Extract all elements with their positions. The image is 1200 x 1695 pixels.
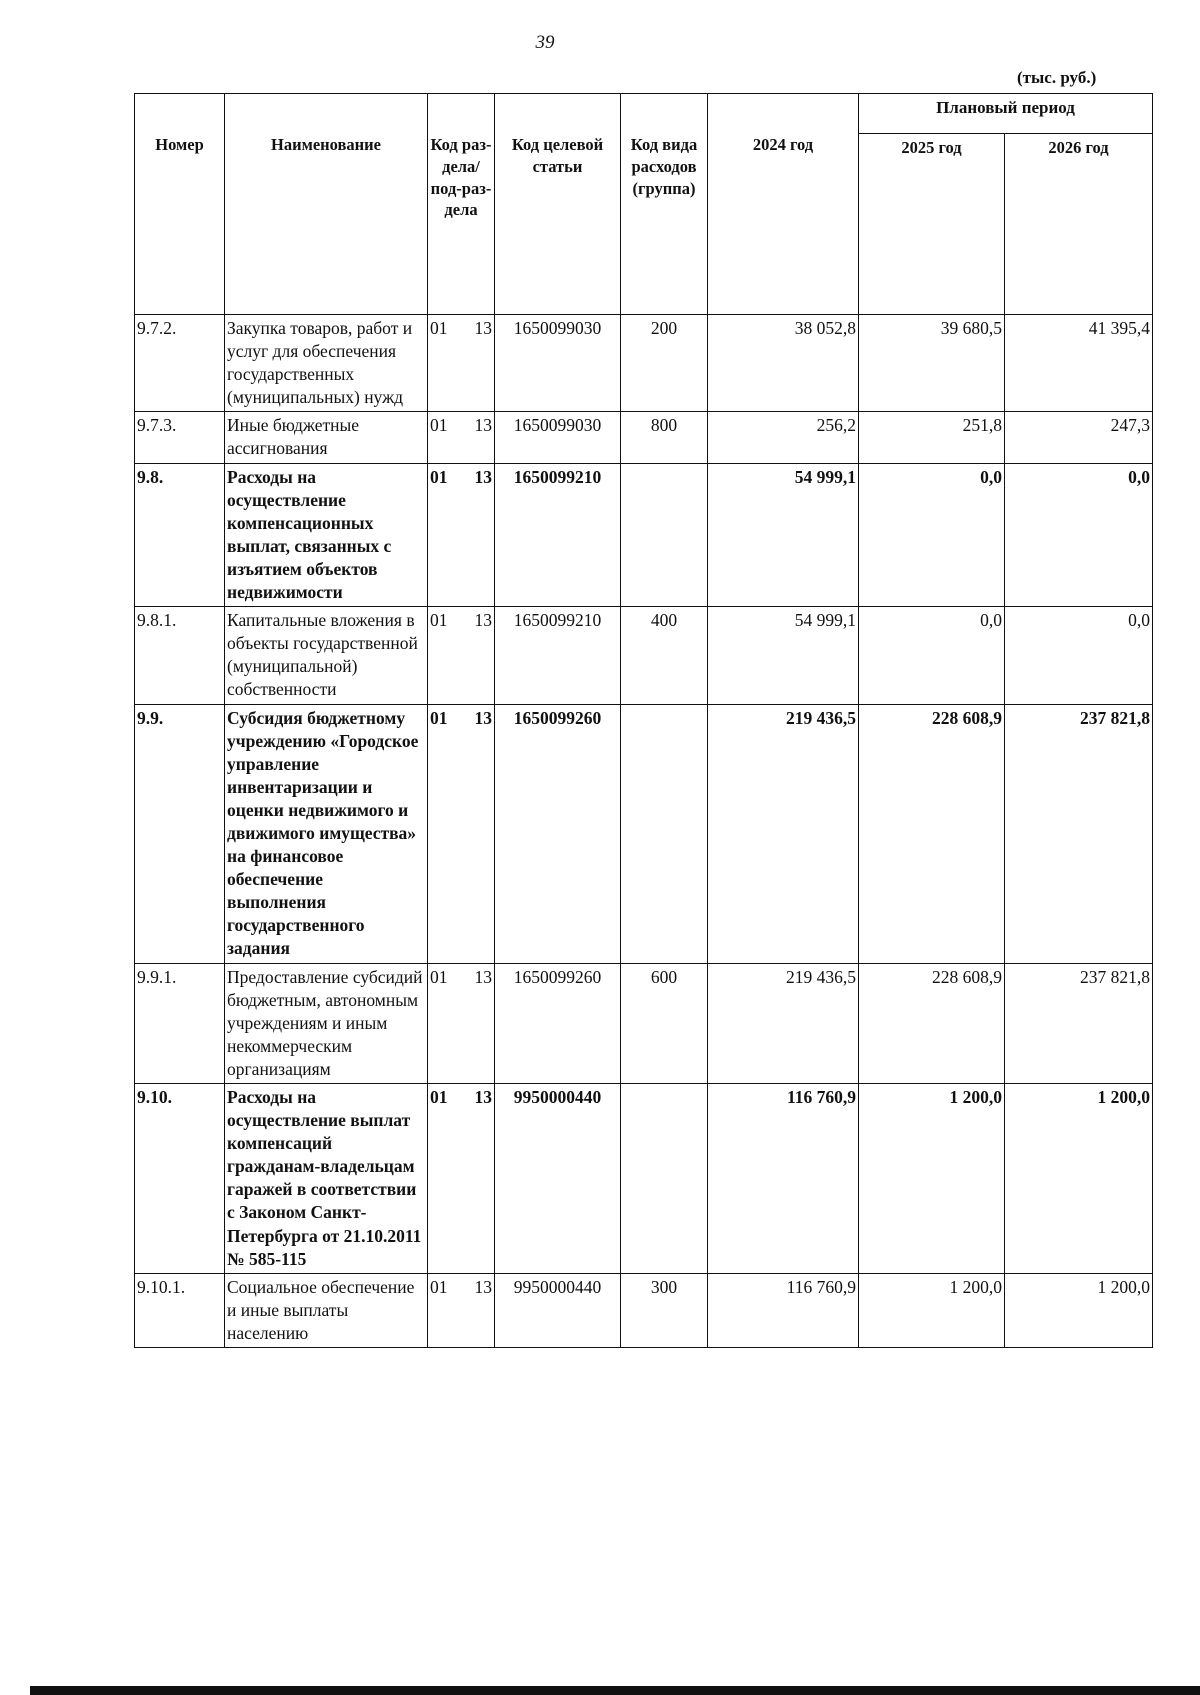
row-type: 800 <box>621 412 708 463</box>
row-section <box>428 963 495 1083</box>
table-row <box>135 1273 1153 1347</box>
row-2025: 1 200,0 <box>859 1084 1005 1274</box>
subsection-code: 13 <box>474 610 492 631</box>
row-target: 9950000440 <box>495 1273 621 1347</box>
section-code: 01 <box>430 610 448 631</box>
row-2026: 247,3 <box>1005 412 1153 463</box>
header-2025: 2025 год <box>859 134 1005 315</box>
row-2025: 1 200,0 <box>859 1273 1005 1347</box>
row-name: Капитальные вложения в объекты государственной (муниципальной) собственности <box>225 607 428 704</box>
row-type <box>621 463 708 607</box>
subsection-code: 13 <box>474 1087 492 1107</box>
row-target: 1650099210 <box>495 607 621 704</box>
page-number: 39 <box>535 32 555 53</box>
row-number: 9.7.3. <box>135 412 225 463</box>
scan-edge-bar <box>30 1686 1200 1695</box>
row-number: 9.10.1. <box>135 1273 225 1347</box>
table-row <box>135 704 1153 963</box>
row-section <box>428 1084 495 1274</box>
row-2026: 237 821,8 <box>1005 704 1153 963</box>
row-section <box>428 607 495 704</box>
table-row <box>135 315 1153 412</box>
row-type: 300 <box>621 1273 708 1347</box>
row-2026: 1 200,0 <box>1005 1084 1153 1274</box>
header-planned-period: Плановый период <box>859 94 1153 134</box>
row-name: Закупка товаров, работ и услуг для обеспечения государственных (муниципальных) нужд <box>225 315 428 412</box>
subsection-code: 13 <box>474 415 492 436</box>
row-type: 200 <box>621 315 708 412</box>
row-number: 9.7.2. <box>135 315 225 412</box>
row-section <box>428 315 495 412</box>
row-type <box>621 1084 708 1274</box>
row-name: Расходы на осуществление компенсационных выплат, связанных с изъятием объектов недвижимости <box>225 463 428 607</box>
row-name: Субсидия бюджетному учреждению «Городское управление инвентаризации и оценки недвижимого и движимого имущества» на финансовое обеспечение выполнения государственного задания <box>225 704 428 963</box>
header-2026: 2026 год <box>1005 134 1153 315</box>
header-number: Номер <box>135 94 225 315</box>
units-label: (тыс. руб.) <box>1017 68 1097 87</box>
row-name: Социальное обеспечение и иные выплаты населению <box>225 1273 428 1347</box>
row-2024: 219 436,5 <box>708 963 859 1083</box>
row-section <box>428 1273 495 1347</box>
row-2026: 0,0 <box>1005 607 1153 704</box>
row-target: 1650099030 <box>495 315 621 412</box>
row-2024: 54 999,1 <box>708 607 859 704</box>
row-target: 1650099260 <box>495 963 621 1083</box>
row-name: Иные бюджетные ассигнования <box>225 412 428 463</box>
row-target: 1650099260 <box>495 704 621 963</box>
subsection-code: 13 <box>474 318 492 338</box>
row-target: 9950000440 <box>495 1084 621 1274</box>
row-type: 400 <box>621 607 708 704</box>
header-target: Код целевой статьи <box>495 94 621 315</box>
row-2024: 256,2 <box>708 412 859 463</box>
row-name: Расходы на осуществление выплат компенсаций гражданам-владельцам гаражей в соответствии с Законом Санкт-Петербурга от 21.10.2011 № 585-115 <box>225 1084 428 1274</box>
section-code: 01 <box>430 707 448 728</box>
section-code: 01 <box>430 1276 448 1297</box>
row-section <box>428 704 495 963</box>
table-row <box>135 607 1153 704</box>
row-section <box>428 412 495 463</box>
subsection-code: 13 <box>474 707 492 728</box>
header-name: Наименование <box>225 94 428 315</box>
row-2025: 228 608,9 <box>859 963 1005 1083</box>
row-2025: 251,8 <box>859 412 1005 463</box>
table-row <box>135 1084 1153 1274</box>
row-number: 9.9.1. <box>135 963 225 1083</box>
row-2024: 54 999,1 <box>708 463 859 607</box>
row-target: 1650099030 <box>495 412 621 463</box>
row-number: 9.9. <box>135 704 225 963</box>
row-2026: 237 821,8 <box>1005 963 1153 1083</box>
row-number: 9.8.1. <box>135 607 225 704</box>
header-section: Код раз-дела/ под-раз-дела <box>428 94 495 315</box>
row-2024: 219 436,5 <box>708 704 859 963</box>
row-2024: 116 760,9 <box>708 1084 859 1274</box>
section-code: 01 <box>430 318 448 338</box>
row-2025: 39 680,5 <box>859 315 1005 412</box>
row-number: 9.10. <box>135 1084 225 1274</box>
row-target: 1650099210 <box>495 463 621 607</box>
row-2025: 228 608,9 <box>859 704 1005 963</box>
row-2024: 116 760,9 <box>708 1273 859 1347</box>
row-name: Предоставление субсидий бюджетным, автономным учреждениям и иным некоммерческим организациям <box>225 963 428 1083</box>
header-2024: 2024 год <box>708 94 859 315</box>
row-2025: 0,0 <box>859 463 1005 607</box>
row-2025: 0,0 <box>859 607 1005 704</box>
row-section <box>428 463 495 607</box>
row-type <box>621 704 708 963</box>
table-row <box>135 463 1153 607</box>
row-2026: 1 200,0 <box>1005 1273 1153 1347</box>
section-code: 01 <box>430 466 448 487</box>
budget-table <box>134 93 1153 1348</box>
header-type: Код вида расходов (группа) <box>621 94 708 315</box>
row-type: 600 <box>621 963 708 1083</box>
subsection-code: 13 <box>474 1276 492 1297</box>
row-2026: 0,0 <box>1005 463 1153 607</box>
row-number: 9.8. <box>135 463 225 607</box>
section-code: 01 <box>430 966 448 987</box>
subsection-code: 13 <box>474 466 492 487</box>
row-2024: 38 052,8 <box>708 315 859 412</box>
table-row <box>135 963 1153 1083</box>
subsection-code: 13 <box>474 966 492 987</box>
section-code: 01 <box>430 1087 448 1107</box>
section-code: 01 <box>430 415 448 436</box>
table-row <box>135 412 1153 463</box>
row-2026: 41 395,4 <box>1005 315 1153 412</box>
